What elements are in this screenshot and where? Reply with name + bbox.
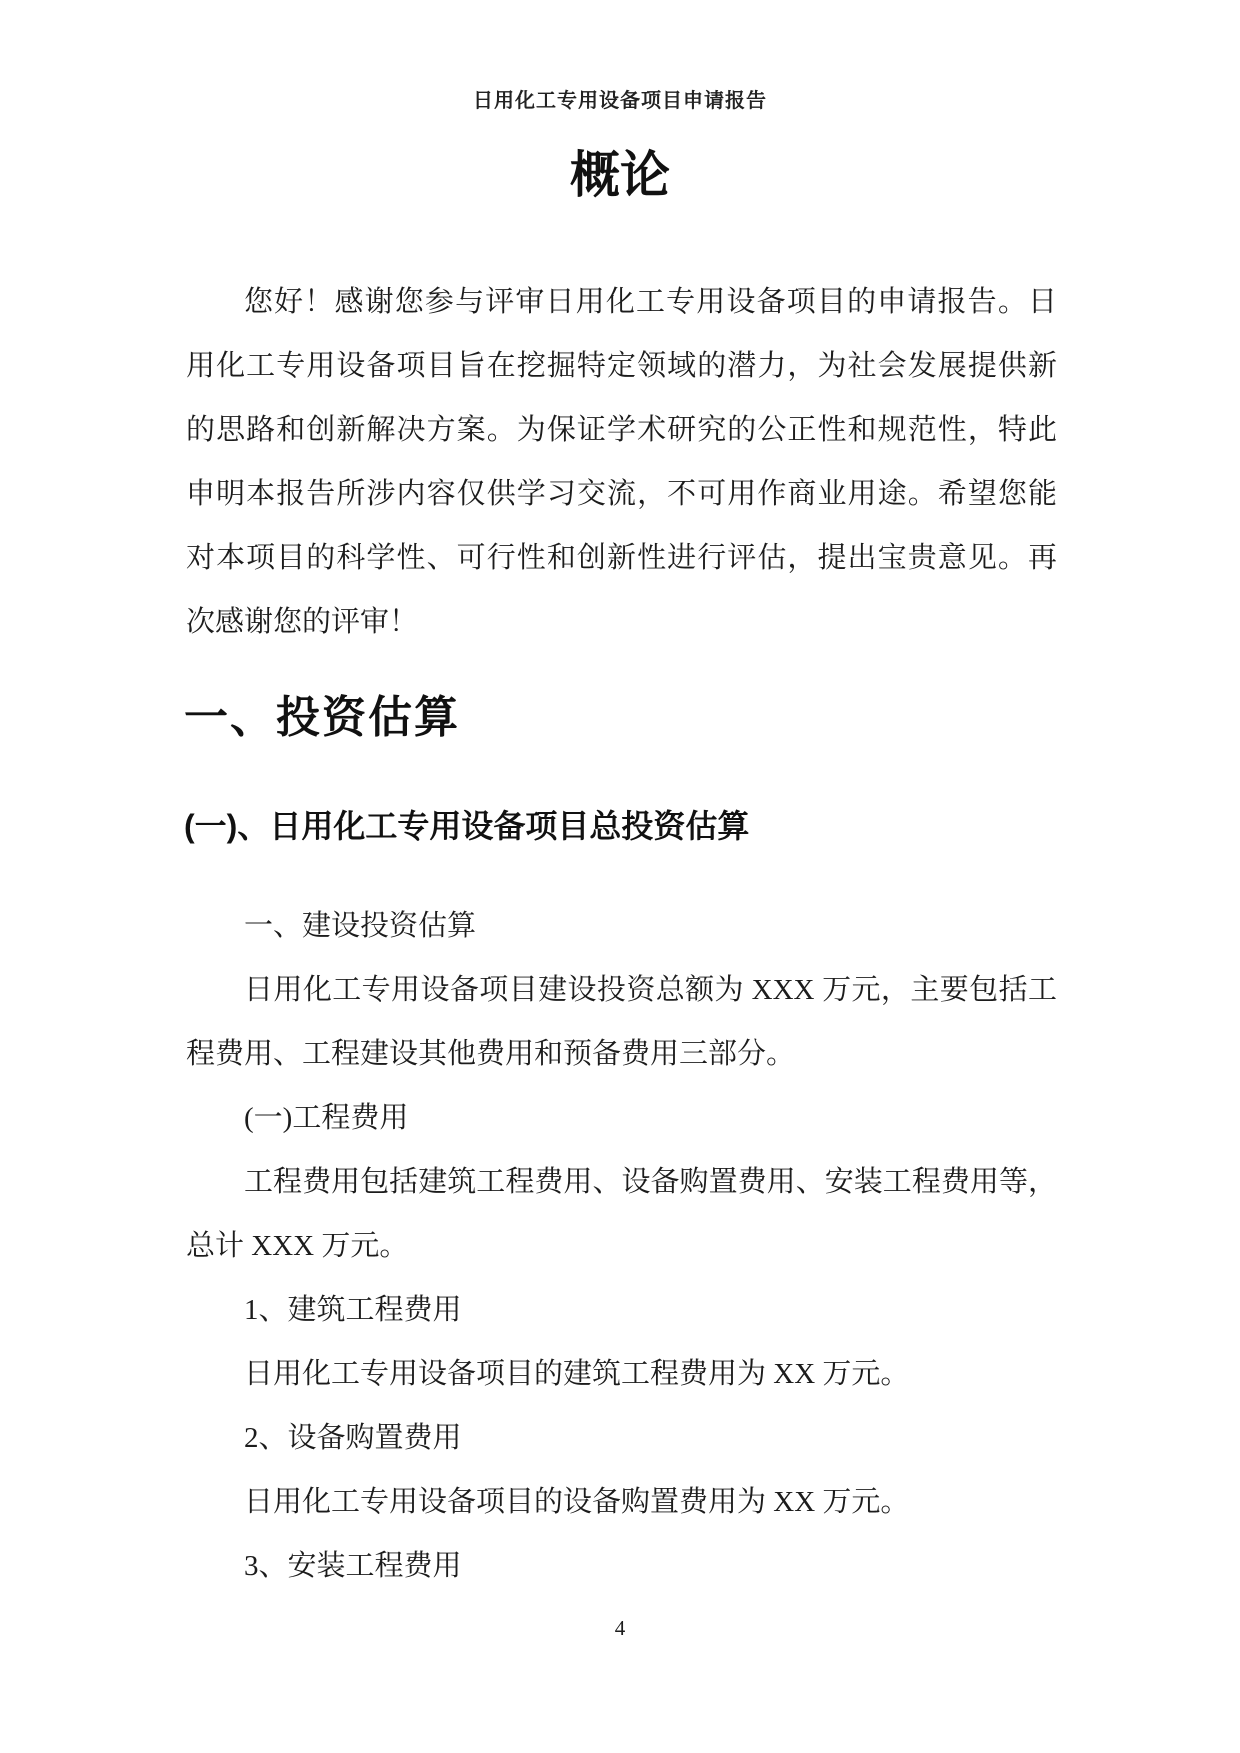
body-line-building-cost-title: 1、建筑工程费用 xyxy=(244,1294,462,1326)
body-content xyxy=(186,894,1057,1598)
running-header: 日用化工专用设备项目申请报告 xyxy=(473,90,767,112)
body-line-engineering-cost-title: (一)工程费用 xyxy=(244,1102,409,1134)
body-line-engineering-cost-detail-1: 工程费用包括建筑工程费用、设备购置费用、安装工程费用等， xyxy=(244,1166,1057,1198)
intro-line-2: 用化工专用设备项目旨在挖掘特定领域的潜力，为社会发展提供新 xyxy=(186,350,1057,382)
body-line-total-amount-1: 日用化工专用设备项目建设投资总额为 XXX 万元，主要包括工 xyxy=(244,974,1057,1006)
page-number: 4 xyxy=(614,1616,626,1640)
intro-line-1: 您好！感谢您参与评审日用化工专用设备项目的申请报告。日 xyxy=(244,286,1057,318)
body-line-building-cost-value: 日用化工专用设备项目的建筑工程费用为 XX 万元。 xyxy=(244,1358,910,1390)
intro-line-4: 申明本报告所涉内容仅供学习交流，不可用作商业用途。希望您能 xyxy=(186,478,1057,510)
body-line-equipment-cost-value: 日用化工专用设备项目的设备购置费用为 XX 万元。 xyxy=(244,1486,910,1518)
body-line-equipment-cost-title: 2、设备购置费用 xyxy=(244,1422,462,1454)
intro-line-3: 的思路和创新解决方案。为保证学术研究的公正性和规范性，特此 xyxy=(186,414,1057,446)
body-line-installation-cost-title: 3、安装工程费用 xyxy=(244,1550,462,1582)
intro-line-5: 对本项目的科学性、可行性和创新性进行评估，提出宝贵意见。再 xyxy=(186,542,1057,574)
body-line-construction-investment-title: 一、建设投资估算 xyxy=(244,910,477,942)
intro-line-6: 次感谢您的评审！ xyxy=(186,606,419,638)
section-heading-investment-estimate: 一、投资估算 xyxy=(184,693,460,742)
subsection-heading-total-investment: (一)、日用化工专用设备项目总投资估算 xyxy=(184,808,750,844)
body-line-total-amount-2: 程费用、工程建设其他费用和预备费用三部分。 xyxy=(186,1038,796,1070)
document-title: 概论 xyxy=(570,147,670,203)
intro-paragraph xyxy=(186,270,1057,654)
body-line-engineering-cost-detail-2: 总计 XXX 万元。 xyxy=(186,1230,409,1262)
